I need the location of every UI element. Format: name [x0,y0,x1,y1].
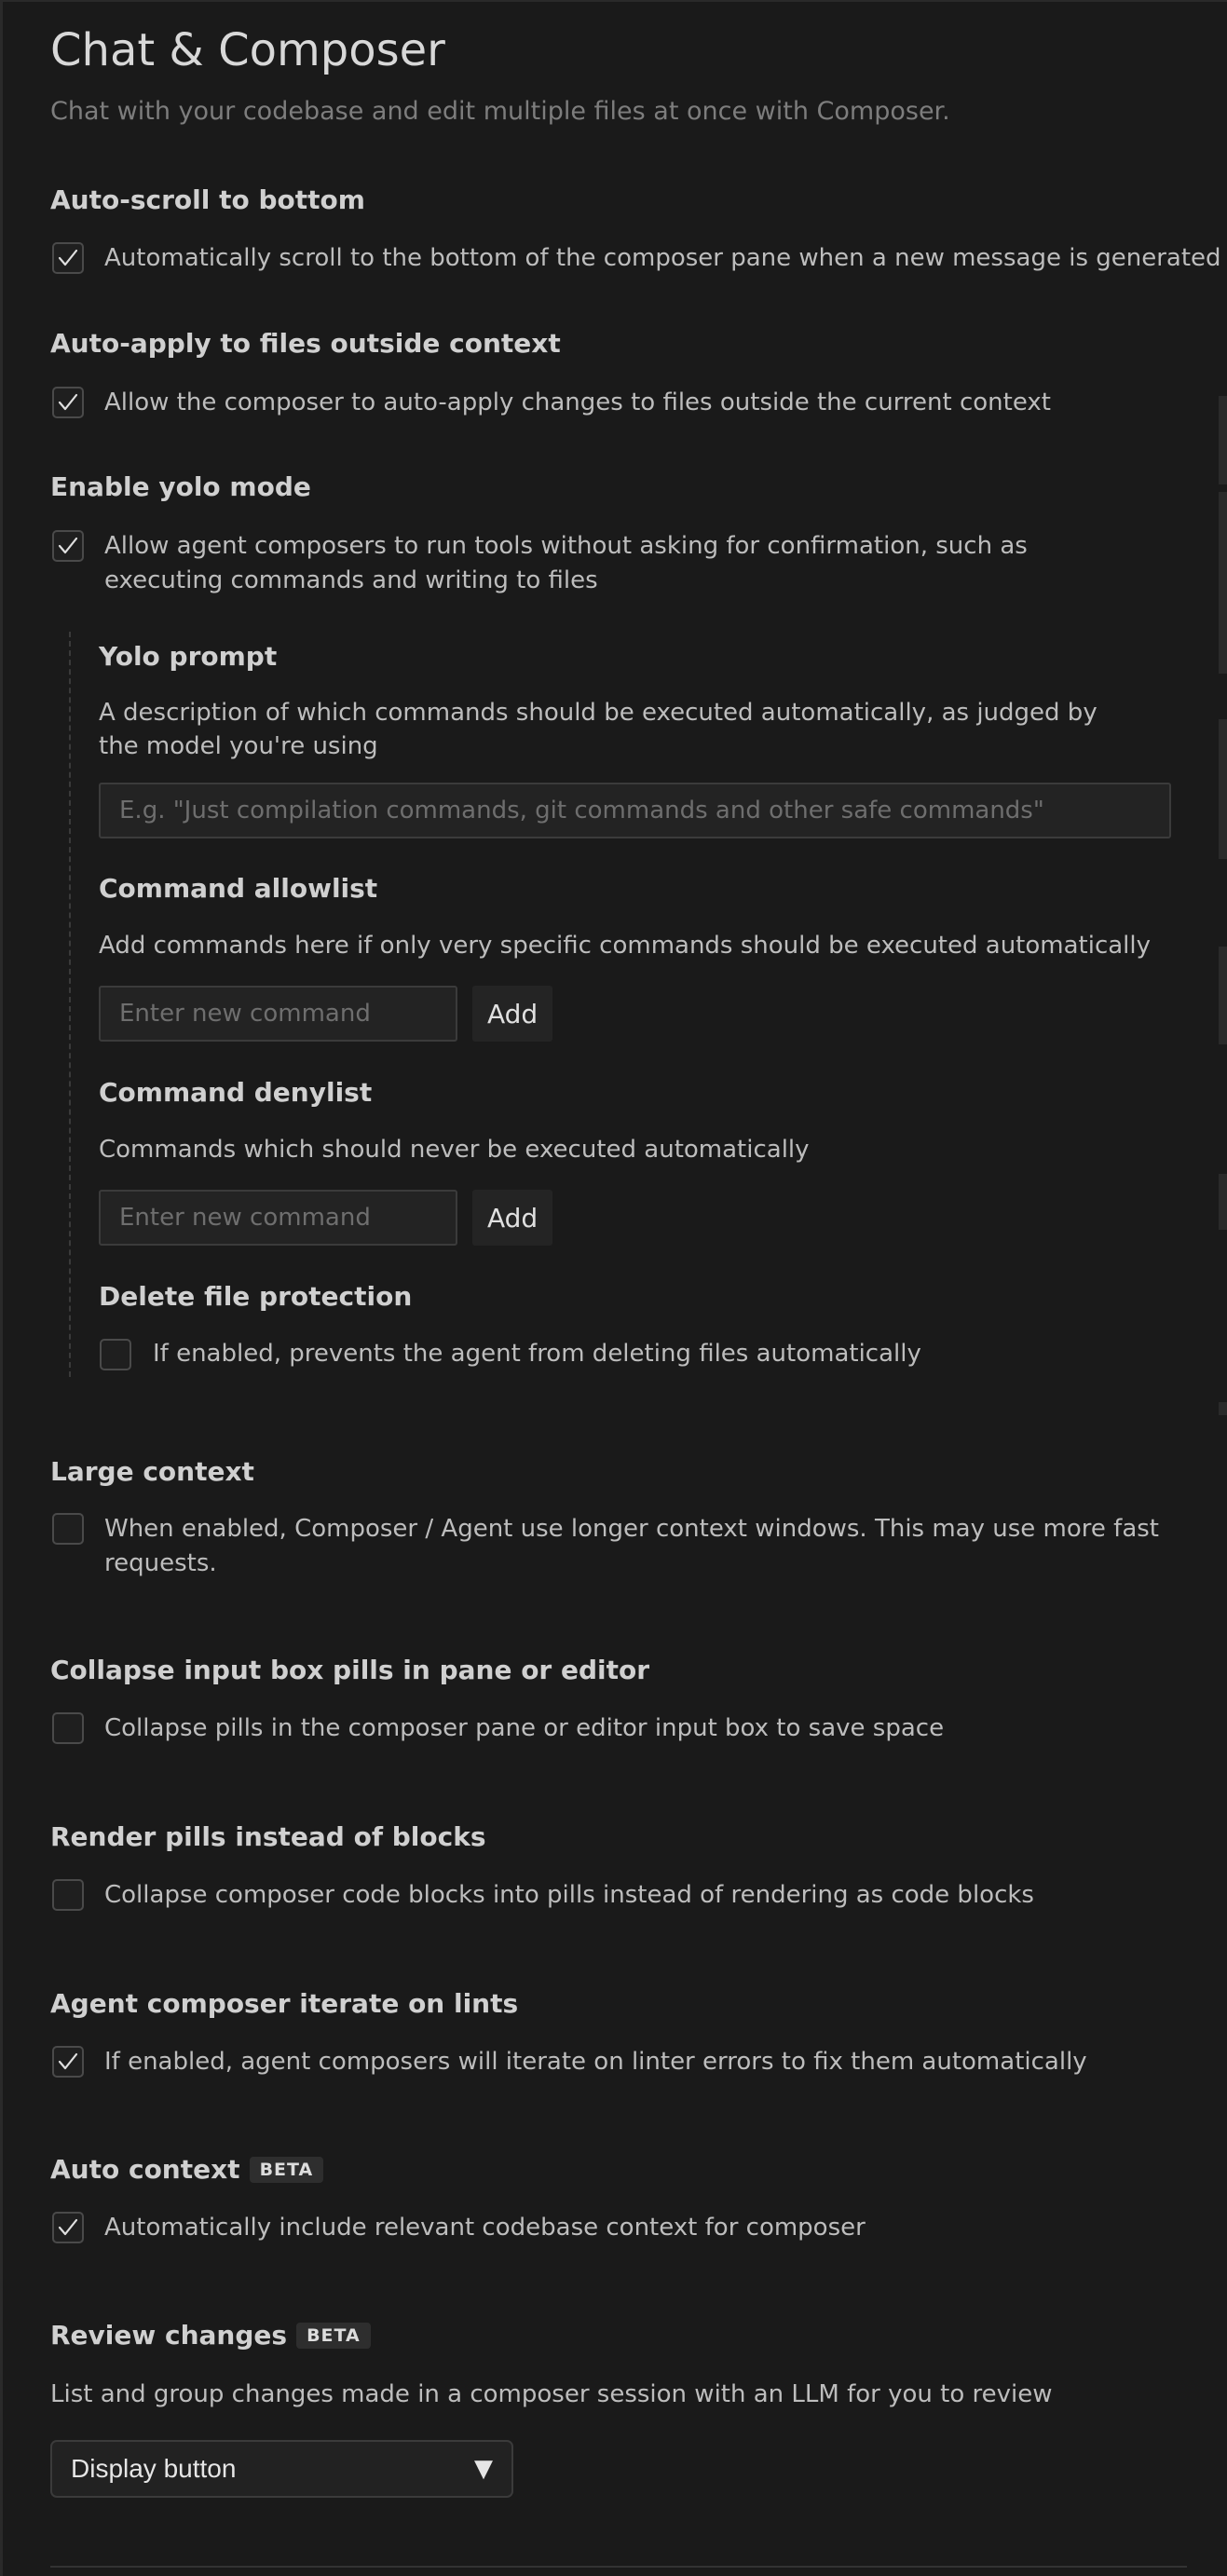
allowlist-heading: Command allowlist [99,873,378,904]
page-title: Chat & Composer [50,24,445,76]
collapse-pills-checkbox[interactable] [52,1712,84,1744]
large-context-heading: Large context [50,1456,254,1487]
render-pills-heading: Render pills instead of blocks [50,1821,486,1852]
auto-context-heading [50,2154,323,2185]
auto-apply-checkbox[interactable] [52,387,84,418]
yolo-prompt-description: A description of which commands should be executed automatically, as judged by the model you're using [99,699,1097,760]
scroll-marker [1219,947,1227,1044]
delete-protection-heading: Delete file protection [99,1281,413,1312]
denylist-command-input[interactable] [99,1190,457,1246]
collapse-pills-heading: Collapse input box pills in pane or editor [50,1655,650,1685]
auto-scroll-heading: Auto-scroll to bottom [50,184,365,215]
review-changes-description: List and group changes made in a composer session with an LLM for you to review [50,2380,1053,2408]
scroll-marker [1219,719,1227,859]
auto-apply-label: Allow the composer to auto-apply changes to files outside the current context [104,388,1051,416]
yolo-prompt-input[interactable] [99,783,1171,838]
beta-badge: BETA [250,2157,324,2183]
auto-scroll-label: Automatically scroll to the bottom of the composer pane when a new message is generated [104,244,1221,272]
review-changes-heading [50,2320,371,2351]
scroll-marker [1219,1402,1227,1415]
scroll-marker [1219,1174,1227,1230]
auto-context-checkbox[interactable] [52,2212,84,2243]
iterate-lints-label: If enabled, agent composers will iterate on linter errors to fix them automatically [104,2048,1087,2076]
review-changes-title: Review changes [50,2320,288,2351]
render-pills-checkbox[interactable] [52,1879,84,1911]
review-changes-select[interactable] [50,2440,513,2498]
checkmark-icon [57,2216,79,2239]
auto-context-label: Automatically include relevant codebase context for composer [104,2214,866,2242]
review-changes-selected-value: Display button [71,2454,237,2483]
checkmark-icon [57,535,79,557]
collapse-pills-label: Collapse pills in the composer pane or editor input box to save space [104,1714,945,1742]
auto-context-title: Auto context [50,2154,240,2185]
checkmark-icon [57,247,79,269]
yolo-mode-label: Allow agent composers to run tools without asking for confirmation, such as executing commands and writing to files [104,532,1028,594]
yolo-mode-checkbox[interactable] [52,530,84,562]
large-context-checkbox[interactable] [52,1513,84,1545]
allowlist-description: Add commands here if only very specific commands should be executed automatically [99,932,1152,960]
delete-protection-label: If enabled, prevents the agent from deleting files automatically [153,1340,921,1368]
iterate-lints-heading: Agent composer iterate on lints [50,1988,519,2019]
iterate-lints-checkbox[interactable] [52,2046,84,2078]
allowlist-command-input[interactable] [99,986,457,1042]
render-pills-label: Collapse composer code blocks into pills instead of rendering as code blocks [104,1881,1034,1909]
denylist-description: Commands which should never be executed automatically [99,1136,810,1164]
large-context-label: When enabled, Composer / Agent use longer context windows. This may use more fast requests. [104,1515,1159,1577]
yolo-mode-heading: Enable yolo mode [50,471,311,502]
triangle-down-icon: ▼ [474,2455,493,2483]
denylist-add-button[interactable]: Add [472,1190,552,1246]
page-subtitle: Chat with your codebase and edit multiple files at once with Composer. [50,97,950,126]
section-divider [50,2566,1187,2568]
auto-apply-heading: Auto-apply to files outside context [50,328,561,359]
scroll-marker [1219,492,1227,674]
checkmark-icon [57,2051,79,2073]
yolo-sub-settings-guide [69,632,71,1377]
yolo-prompt-heading: Yolo prompt [99,641,278,672]
beta-badge: BETA [296,2323,371,2349]
delete-protection-checkbox[interactable] [100,1339,131,1370]
scroll-marker [1219,396,1227,484]
auto-scroll-checkbox[interactable] [52,242,84,274]
checkmark-icon [57,391,79,414]
allowlist-add-button[interactable]: Add [472,986,552,1042]
denylist-heading: Command denylist [99,1077,373,1108]
